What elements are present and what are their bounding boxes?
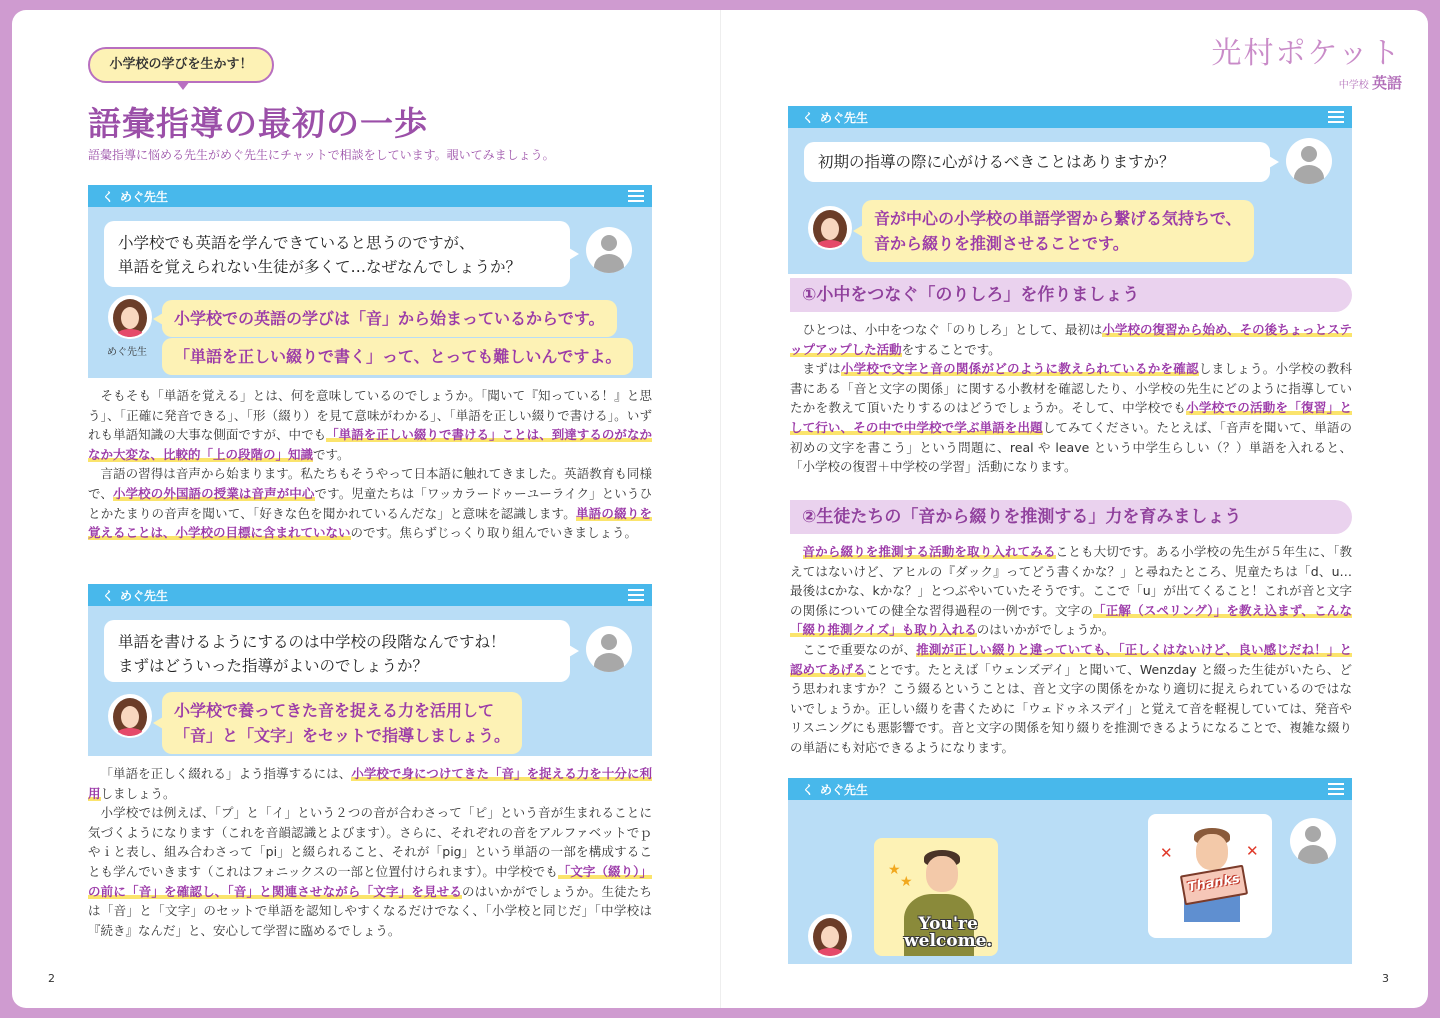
thanks-sticker [1148, 814, 1272, 938]
text-run: しましょう。小学校の教科書にある「音と文字の関係」に関する小教材を確認したり、小学校の先生にどのように指導していたかを教えて頂いたりするのはどうでしょうか。そして、中学校でも [790, 361, 1352, 416]
youre-line-2: welcome. [904, 931, 993, 951]
text-run: をすることです。 [901, 341, 1001, 357]
page-title: 語彙指導の最初の一歩 [88, 104, 428, 143]
paragraph [790, 640, 1352, 758]
answer-line-2: 音から綴りを推測させることです。 [874, 234, 1129, 253]
text-run: 「単語を正しく綴れる」よう指導するには、 [100, 766, 352, 781]
answer-bubble-1: 小学校での英語の学びは「音」から始まっているからです。 [162, 300, 617, 337]
chat-panel-3 [788, 106, 1352, 274]
text-run: ひとつは、小中をつなぐ「のりしろ」として、最初は [802, 322, 1103, 337]
chat-header [88, 185, 652, 207]
hamburger-menu-icon[interactable] [1328, 783, 1344, 795]
highlight: 小学校で文字と音の関係がどのように教えられているかを確認 [840, 361, 1199, 377]
section-heading-1: ①小中をつなぐ「のりしろ」を作りましょう [790, 278, 1352, 312]
spread [12, 10, 1428, 1008]
chat-contact-name: めぐ先生 [120, 588, 169, 603]
chat-header [88, 584, 652, 606]
chat-contact-name: めぐ先生 [820, 782, 869, 797]
chat-panel-4 [788, 778, 1352, 964]
text-run: です。児童たちは「ワッカラードゥーユーライク」というひとかたまりの音声を聞いて、「好きな色を聞かれているんだな」と意味を認識します。 [88, 485, 652, 521]
answer-line-2: 「音」と「文字」をセットで指導しましょう。 [174, 726, 511, 745]
youre-welcome-text [904, 916, 992, 950]
text-run: です。 [313, 446, 350, 462]
highlight: 「正解（スペリング）」を教え込まず、こんな「綴り推測クイズ」も取り入れる [790, 602, 1352, 638]
thanks-sign: Thanks [1180, 865, 1248, 906]
brand-logo [1212, 28, 1403, 93]
chat-header [788, 106, 1352, 128]
chat-contact-name: めぐ先生 [820, 110, 869, 125]
text-run: してみてください。たとえば、「音声を聞いて、単語の初めの文字を書こう」という問題に、real や leave という中学生らしい（？）単語を入れると、「小学校の復習＋中学校の学習」活動になります。 [790, 419, 1352, 475]
page-subtitle: 語彙指導に悩める先生がめぐ先生にチャットで相談をしています。覗いてみましょう。 [88, 148, 555, 162]
logo-sub [1212, 72, 1403, 93]
teacher-avatar [108, 295, 152, 339]
chat-contact-name: めぐ先生 [120, 189, 169, 204]
highlight: 音から綴りを推測する活動を取り入れてみる [802, 544, 1056, 559]
question-line-2: 単語を覚えられない生徒が多くて…なぜなんでしょうか？ [118, 258, 522, 276]
chat-panel-2 [88, 584, 652, 756]
question-text: 初期の指導の際に心がけるべきことはありますか？ [818, 153, 1175, 171]
figure-head [926, 856, 958, 892]
figure-head [1196, 834, 1228, 870]
user-avatar-icon [586, 227, 632, 273]
chat-panel-1 [88, 185, 652, 378]
answer-bubble [862, 200, 1254, 262]
question-bubble [104, 620, 570, 682]
intro-tag: 小学校の学びを生かす！ [88, 47, 274, 83]
text-run: のはいかがでしょうか。 [976, 622, 1115, 638]
back-chevron-icon[interactable]: く [102, 588, 115, 603]
answer-bubble-2: 「単語を正しい綴りで書く」って、とっても難しいんですよ。 [162, 338, 633, 375]
paragraph [790, 320, 1352, 359]
paragraph [88, 464, 652, 542]
highlight: 推測が正しい綴りと違っていても、「正しくはないけど、良い感じだね！」と認めてあげる [790, 641, 1352, 677]
highlight: 「単語を正しい綴りで書ける」ことは、到達するのがなかなか大変な、比較的「上の段階の」知識 [88, 427, 652, 462]
back-chevron-icon[interactable]: く [802, 110, 815, 125]
sparkle-icon: ★ [888, 862, 901, 878]
teacher-avatar [808, 914, 852, 958]
text-run: 言語の習得は音声から始まります。私たちもそうやって日本語に触れてきました。英語教育も同様で、 [88, 466, 652, 501]
highlight: 小学校の外国語の授業は音声が中心 [112, 485, 315, 501]
question-line-1: 単語を書けるようにするのは中学校の段階なんですね！ [118, 633, 506, 651]
paragraph [88, 803, 652, 940]
question-bubble [804, 142, 1270, 182]
question-bubble [104, 221, 570, 287]
text-run: そもそも「単語を覚える」とは、何を意味しているのでしょうか。「聞いて『知っている！』と思う」、「正確に発音できる」、「形（綴り）を見て意味がわかる」、「単語を正しい綴りで書ける」。いずれも単語知識の大事な側面ですが、中でも [88, 388, 652, 443]
teacher-avatar [808, 206, 852, 250]
back-chevron-icon[interactable]: く [802, 782, 815, 797]
text-run: ここで重要なのが、 [802, 641, 917, 657]
answer-bubble [162, 692, 522, 754]
user-avatar-icon [586, 626, 632, 672]
question-line-1: 小学校でも英語を学んできていると思うのですが、 [118, 234, 475, 252]
page-number-left: 2 [48, 972, 55, 985]
text-run: まずは [802, 361, 841, 377]
logo-sub-small: 中学校 [1338, 80, 1369, 91]
teacher-caption: めぐ先生 [107, 347, 147, 358]
text-run: のです。焦らずじっくり取り組んでいきましょう。 [350, 525, 638, 541]
hamburger-menu-icon[interactable] [628, 190, 644, 202]
question-line-2: まずはどういった指導がよいのでしょうか？ [118, 657, 429, 675]
youre-welcome-sticker [874, 838, 998, 956]
paragraph [790, 359, 1352, 477]
body-text-1 [88, 386, 652, 543]
section-1-text [790, 320, 1352, 477]
sparkle-icon: ★ [900, 874, 913, 890]
chat-header [788, 778, 1352, 800]
paragraph [790, 542, 1352, 640]
answer-line-1: 小学校で養ってきた音を捉える力を活用して [174, 701, 495, 720]
text-run: ことです。たとえば「ウェンズデイ」と聞いて、Wenzday と綴った生徒がいたら、どう思われますか？こう綴るということは、音と文字の関係をかなり適切に捉えられているのではないでしょうか。正しい綴りを書くために「ウェドゥネスデイ」と覚えて音を軽視していては、発音やリスニングにも悪影響です。音と文字の関係を知り綴りを推測できるようになることで、複雑な綴りの単語にも対応できるようになります。 [790, 661, 1352, 755]
gutter [720, 10, 721, 1008]
text-run: ことも大切です。ある小学校の先生が５年生に、「教えてはないけど、アヒルの『ダック』ってどう書くかな？」と尋ねたところ、児童たちは「d、u…最後はcかな、kかな？」とつぶやいていたそうです。ここで「u」が出てくること！これが音と文字の関係についての健全な習得過程の一例です。文字の [790, 544, 1352, 618]
highlight: 小学校での活動を「復習」として行い、その中で中学校で学ぶ単語を出題 [790, 400, 1352, 435]
highlight: 「文字（綴り）」の前に「音」を確認し、「音」と関連させながら「文字」を見せる [88, 863, 652, 899]
burst-mark-icon: ✕ [1246, 842, 1259, 860]
text-run: しましょう。 [100, 785, 176, 801]
highlight: 小学校で身につけてきた「音」を捉える力を十分に利用 [88, 766, 652, 801]
highlight: 小学校の復習から始め、その後ちょっとステップアップした活動 [790, 322, 1352, 357]
section-2-text [790, 542, 1352, 758]
logo-main: 光村ポケット [1211, 36, 1402, 71]
burst-mark-icon: ✕ [1160, 844, 1173, 862]
user-avatar-icon [1286, 138, 1332, 184]
page-number-right: 3 [1382, 972, 1389, 985]
paragraph [88, 764, 652, 803]
body-text-2 [88, 764, 652, 940]
youre-line-1: You're [918, 914, 978, 934]
hamburger-menu-icon[interactable] [628, 589, 644, 601]
text-run: のはいかがでしょうか。生徒たちは「音」と「文字」のセットで単語を認知しやすくなるだけでなく、「小学校と同じだ」「中学校は『続き』なんだ」と、安心して学習に臨めるでしょう。 [88, 883, 652, 938]
highlight: 単語の綴りを覚えることは、小学校の目標に含まれていない [88, 505, 652, 541]
logo-sub-big: 英語 [1371, 74, 1402, 92]
back-chevron-icon[interactable]: く [102, 189, 115, 204]
user-avatar-icon [1290, 818, 1336, 864]
paragraph [88, 386, 652, 464]
answer-line-1: 音が中心の小学校の単語学習から繋げる気持ちで、 [874, 209, 1242, 228]
text-run: 小学校では例えば、「プ」と「イ」という２つの音が合わさって「ピ」という音が生まれることに気づくようになります（これを音韻認識とよびます）。さらに、それぞれの音をアルファベットでｐやｉと表し、組み合わさって「pi」と綴られること、それが「pig」という単語の一部を構成することも学んでいきます（これはフォニックスの一部と位置付けられます）。中学校でも [88, 805, 652, 879]
teacher-avatar [108, 694, 152, 738]
hamburger-menu-icon[interactable] [1328, 111, 1344, 123]
section-heading-2: ②生徒たちの「音から綴りを推測する」力を育みましょう [790, 500, 1352, 534]
